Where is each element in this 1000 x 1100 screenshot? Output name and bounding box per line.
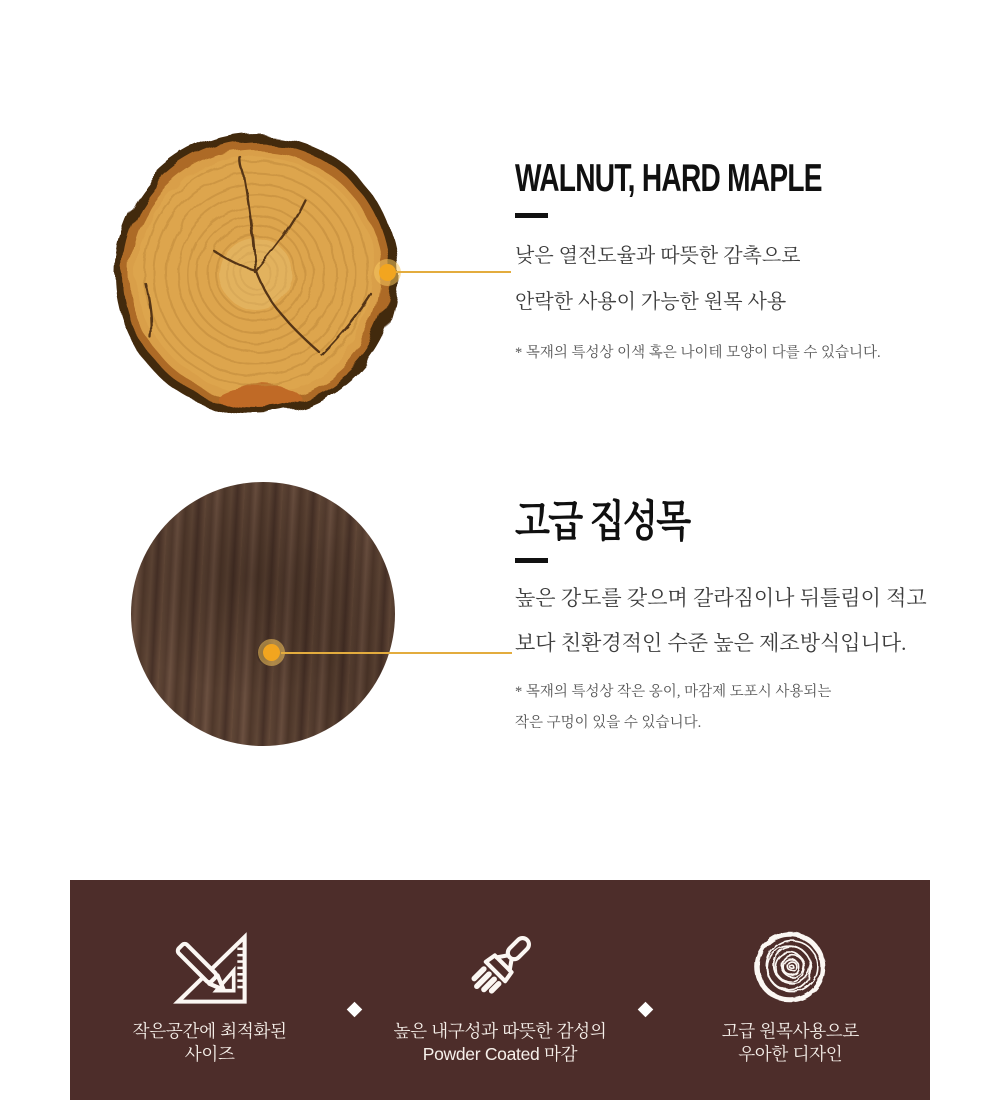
body-line: 보다 친환경적인 수준 높은 제조방식입니다. xyxy=(515,631,907,655)
section-title: WALNUT, HARD MAPLE xyxy=(515,157,822,200)
note-line: * 목재의 특성상 작은 옹이, 마감제 도포시 사용되는 xyxy=(515,684,832,700)
tree-rings-icon xyxy=(749,926,831,1008)
callout-dot-laminated xyxy=(263,644,280,661)
wood-log-cross-section-image xyxy=(108,124,408,424)
walnut-texture-image xyxy=(131,482,395,746)
section-laminated-wood xyxy=(515,498,927,731)
feature-caption: 고급 원목사용으로 우아한 디자인 xyxy=(721,1021,860,1064)
callout-dot-walnut xyxy=(379,264,396,281)
section-divider xyxy=(515,213,548,218)
note-line: 작은 구멍이 있을 수 있습니다. xyxy=(515,715,702,731)
paintbrush-icon xyxy=(459,926,541,1008)
feature-caption: 작은공간에 최적화된 사이즈 xyxy=(132,1021,287,1064)
footer-feature-size xyxy=(70,926,349,1066)
callout-line-walnut xyxy=(396,271,511,273)
section-walnut-hard-maple xyxy=(515,157,881,361)
feature-caption: 높은 내구성과 따뜻한 감성의 Powder Coated 마감 xyxy=(393,1021,607,1064)
ruler-pencil-icon xyxy=(169,926,251,1008)
section-title: 고급 집성목 xyxy=(515,498,690,546)
footer-feature-design xyxy=(651,926,930,1066)
feature-footer xyxy=(70,880,930,1100)
callout-line-laminated xyxy=(281,652,512,654)
body-line: 낮은 열전도율과 따뜻한 감촉으로 xyxy=(515,245,801,267)
section-divider xyxy=(515,558,548,563)
body-line: 높은 강도를 갖으며 갈라짐이나 뒤틀림이 적고 xyxy=(515,586,927,610)
body-line: 안락한 사용이 가능한 원목 사용 xyxy=(515,291,787,313)
footer-feature-coating xyxy=(360,926,639,1066)
note-line: * 목재의 특성상 이색 혹은 나이테 모양이 다를 수 있습니다. xyxy=(515,345,881,361)
